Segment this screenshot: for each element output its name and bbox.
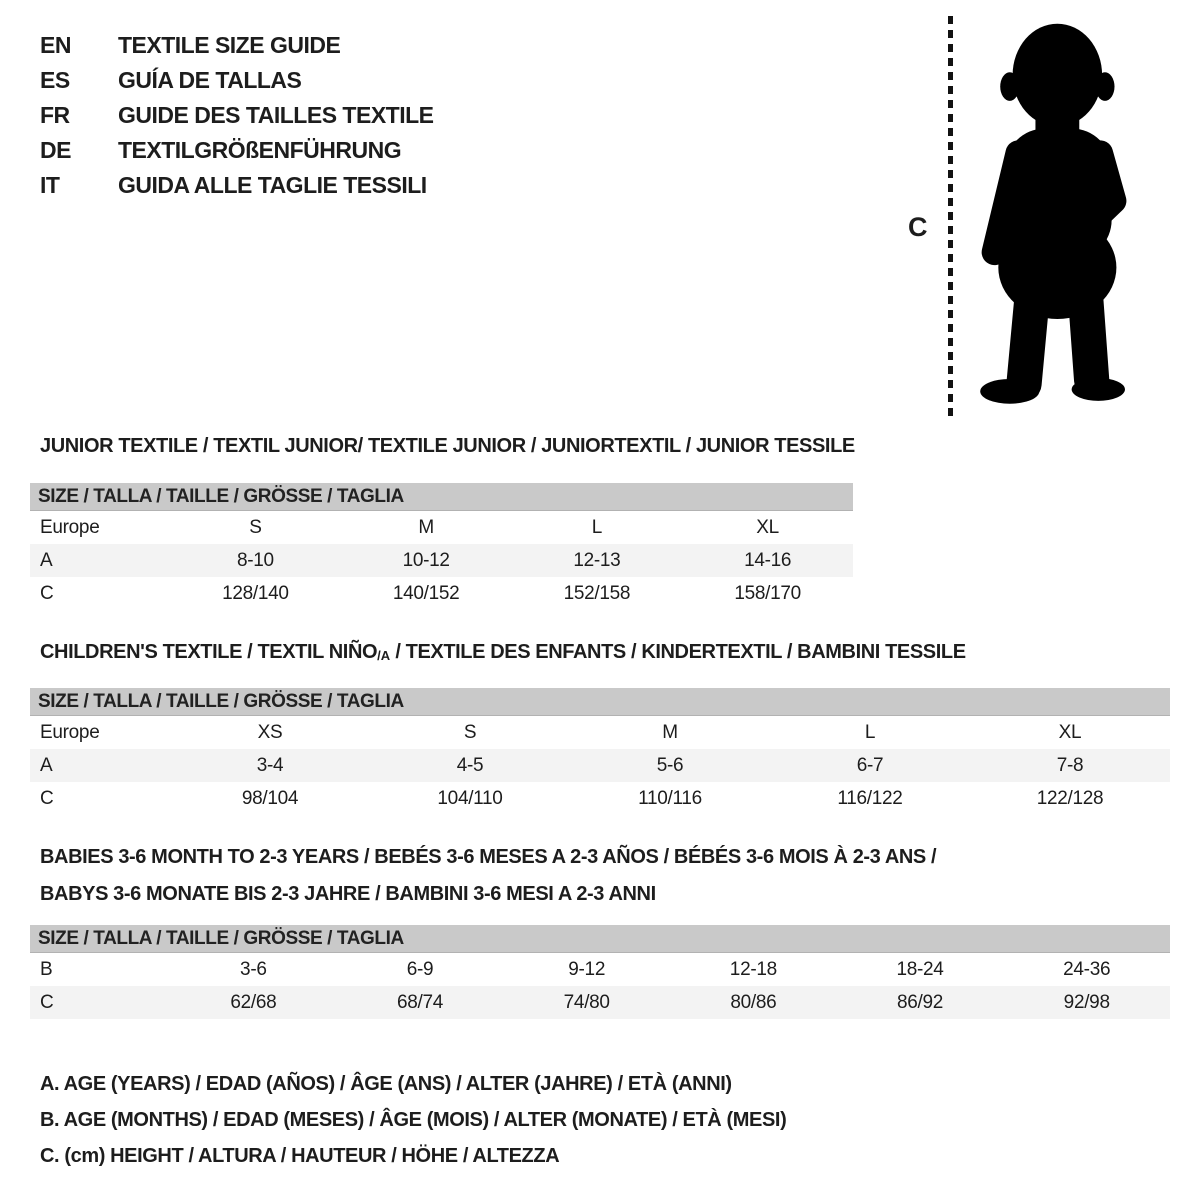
babies-size-table bbox=[30, 925, 1170, 1019]
size-header-text: SIZE / TALLA / TAILLE / GRÖSSE / TAGLIA bbox=[38, 927, 404, 949]
height-cell: 80/86 bbox=[730, 991, 777, 1013]
height-cell: 74/80 bbox=[563, 991, 610, 1013]
row-label: A bbox=[40, 549, 53, 571]
size-cell: S bbox=[463, 721, 477, 743]
age-months-cell: 12-18 bbox=[729, 958, 777, 980]
height-cell: 92/98 bbox=[1063, 991, 1110, 1013]
height-cell: 152/158 bbox=[563, 582, 631, 604]
language-title: GUIDA ALLE TAGLIE TESSILI bbox=[118, 172, 427, 198]
legend-line-b: B. AGE (MONTHS) / EDAD (MESES) / ÂGE (MOIS) / ALTER (MONATE) / ETÀ (MESI) bbox=[40, 1108, 787, 1131]
table-row bbox=[30, 782, 1170, 815]
children-size-table bbox=[30, 688, 1170, 815]
size-cell: M bbox=[662, 721, 678, 743]
language-title: TEXTILE SIZE GUIDE bbox=[118, 32, 341, 58]
size-cell: XL bbox=[756, 516, 779, 538]
row-label: C bbox=[40, 787, 54, 809]
height-cell: 128/140 bbox=[222, 582, 289, 604]
children-title-prefix: CHILDREN'S TEXTILE / TEXTIL NIÑO bbox=[40, 641, 378, 663]
language-title: GUÍA DE TALLAS bbox=[118, 67, 302, 93]
row-label: C bbox=[40, 582, 54, 604]
size-header-band bbox=[30, 925, 1170, 953]
language-title-list bbox=[40, 28, 434, 203]
row-label: Europe bbox=[40, 516, 100, 538]
children-title-suffix: / TEXTILE DES ENFANTS / KINDERTEXTIL / BAMBINI TESSILE bbox=[390, 641, 966, 663]
table-row bbox=[30, 986, 1170, 1019]
age-cell: 12-13 bbox=[573, 549, 621, 571]
language-row-fr bbox=[40, 98, 434, 133]
size-cell: M bbox=[418, 516, 434, 538]
babies-section-title-line1: BABIES 3-6 MONTH TO 2-3 YEARS / BEBÉS 3-6 MESES A 2-3 AÑOS / BÉBÉS 3-6 MOIS À 2-3 ANS / bbox=[40, 846, 937, 868]
size-cell: L bbox=[591, 516, 603, 538]
age-cell: 7-8 bbox=[1056, 754, 1084, 776]
row-label: B bbox=[40, 958, 53, 980]
language-code: DE bbox=[40, 137, 71, 163]
height-cell: 110/116 bbox=[638, 787, 702, 809]
row-label: Europe bbox=[40, 721, 100, 743]
age-cell: 3-4 bbox=[256, 754, 284, 776]
height-measure-label: C bbox=[908, 212, 928, 242]
language-title: TEXTILGRÖßENFÜHRUNG bbox=[118, 137, 402, 163]
age-months-cell: 6-9 bbox=[406, 958, 434, 980]
language-code: EN bbox=[40, 32, 71, 58]
size-header-band bbox=[30, 483, 853, 511]
age-months-cell: 24-36 bbox=[1063, 958, 1111, 980]
babies-section-title-line2: BABYS 3-6 MONATE BIS 2-3 JAHRE / BAMBINI 3-6 MESI A 2-3 ANNI bbox=[40, 883, 656, 905]
children-section-title bbox=[40, 640, 966, 668]
age-cell: 6-7 bbox=[856, 754, 884, 776]
table-row bbox=[30, 716, 1170, 749]
height-cell: 98/104 bbox=[241, 787, 299, 809]
junior-size-table bbox=[30, 483, 853, 610]
size-cell: S bbox=[249, 516, 262, 538]
junior-section-title: JUNIOR TEXTILE / TEXTIL JUNIOR/ TEXTILE JUNIOR / JUNIORTEXTIL / JUNIOR TESSILE bbox=[40, 435, 855, 457]
row-label: A bbox=[40, 754, 53, 776]
height-cell: 62/68 bbox=[230, 991, 277, 1013]
height-dashed-line bbox=[948, 16, 953, 416]
legend-line-a: A. AGE (YEARS) / EDAD (AÑOS) / ÂGE (ANS) / ALTER (JAHRE) / ETÀ (ANNI) bbox=[40, 1072, 732, 1095]
age-months-cell: 9-12 bbox=[568, 958, 606, 980]
language-row-es bbox=[40, 63, 434, 98]
language-title: GUIDE DES TAILLES TEXTILE bbox=[118, 102, 434, 128]
height-cell: 68/74 bbox=[396, 991, 444, 1013]
table-row bbox=[30, 953, 1170, 986]
language-code: FR bbox=[40, 102, 70, 128]
legend-line-c: C. (cm) HEIGHT / ALTURA / HAUTEUR / HÖHE / ALTEZZA bbox=[40, 1144, 560, 1167]
age-months-cell: 3-6 bbox=[240, 958, 267, 980]
size-cell: XS bbox=[257, 721, 283, 743]
size-cell: XL bbox=[1058, 721, 1082, 743]
language-row-it bbox=[40, 168, 434, 203]
height-cell: 122/128 bbox=[1036, 787, 1104, 809]
age-cell: 5-6 bbox=[656, 754, 684, 776]
size-header-band bbox=[30, 688, 1170, 716]
table-row bbox=[30, 577, 853, 610]
language-row-en bbox=[40, 28, 434, 63]
children-title-subscript: /A bbox=[377, 648, 391, 663]
height-cell: 86/92 bbox=[897, 991, 944, 1013]
language-row-de bbox=[40, 133, 434, 168]
age-months-cell: 18-24 bbox=[896, 958, 944, 980]
age-cell: 10-12 bbox=[402, 549, 450, 571]
height-cell: 104/110 bbox=[437, 787, 503, 809]
size-cell: L bbox=[864, 721, 876, 743]
language-code: ES bbox=[40, 67, 70, 93]
table-row bbox=[30, 544, 853, 577]
age-cell: 14-16 bbox=[744, 549, 792, 571]
height-cell: 140/152 bbox=[392, 582, 460, 604]
table-row bbox=[30, 749, 1170, 782]
height-cell: 158/170 bbox=[734, 582, 801, 604]
height-cell: 116/122 bbox=[837, 787, 903, 809]
baby-silhouette-icon bbox=[957, 18, 1152, 418]
age-cell: 8-10 bbox=[236, 549, 274, 571]
table-row bbox=[30, 511, 853, 544]
size-header-text: SIZE / TALLA / TAILLE / GRÖSSE / TAGLIA bbox=[38, 690, 404, 712]
language-code: IT bbox=[40, 172, 60, 198]
legend bbox=[40, 1066, 786, 1174]
size-header-text: SIZE / TALLA / TAILLE / GRÖSSE / TAGLIA bbox=[38, 485, 404, 507]
row-label: C bbox=[40, 991, 54, 1013]
age-cell: 4-5 bbox=[456, 754, 484, 776]
